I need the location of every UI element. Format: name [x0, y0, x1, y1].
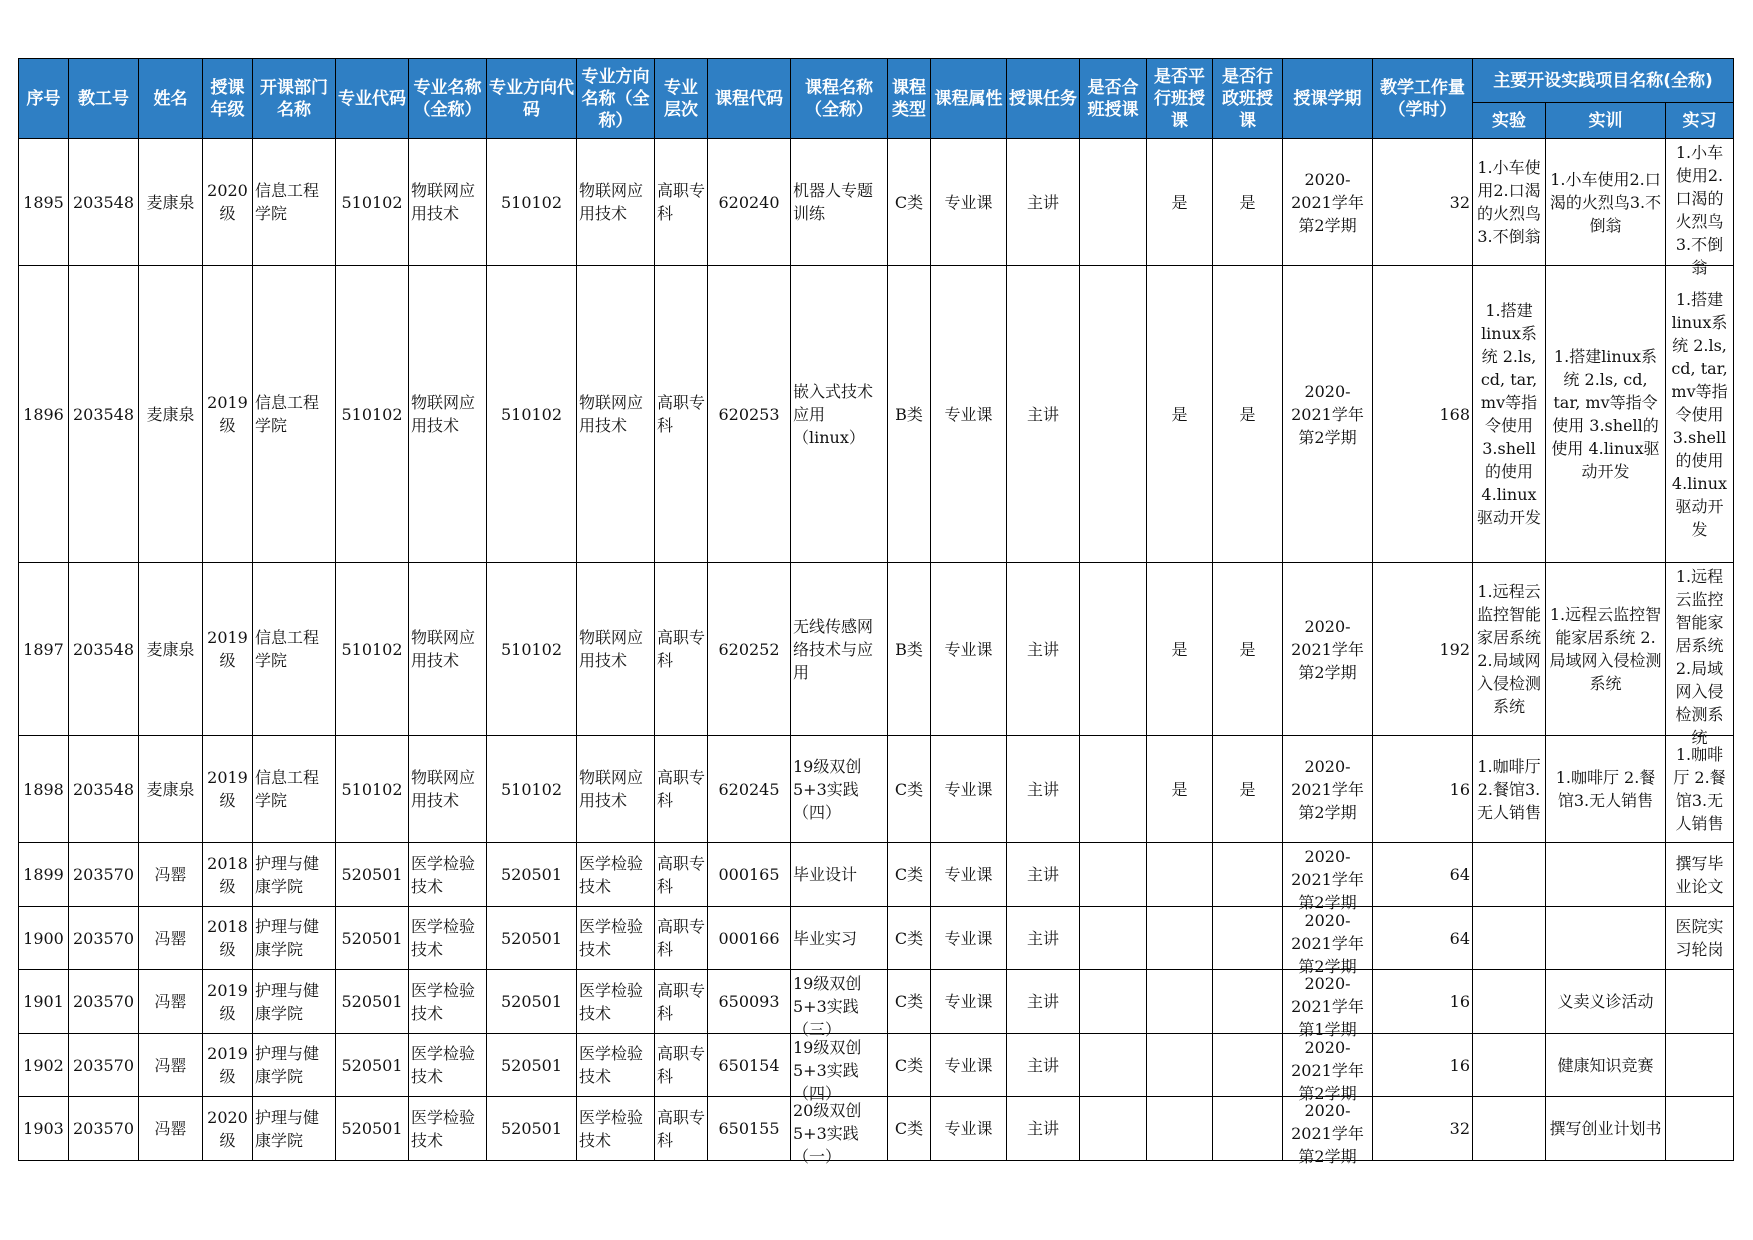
- cell-training: 1.咖啡厅 2.餐馆3.无人销售: [1546, 736, 1666, 843]
- cell-term: 2020-2021学年第2学期: [1283, 843, 1373, 907]
- cell-staff-id: 203570: [69, 1097, 139, 1161]
- table-body: [19, 139, 1734, 1166]
- cell-course-type: B类: [888, 266, 931, 563]
- cell-staff-id: 203548: [69, 736, 139, 843]
- cell-dept: 信息工程学院: [253, 266, 336, 563]
- cell-course-name: 19级双创5+3实践（三）: [791, 970, 888, 1034]
- cell-major-name: 医学检验技术: [409, 843, 487, 907]
- header-parallel: 是否平行班授课: [1147, 59, 1213, 139]
- header-admin: 是否行政班授课: [1213, 59, 1283, 139]
- cell-name: 冯罂: [139, 1034, 203, 1097]
- table-row: [19, 736, 1734, 843]
- cell-name: 冯罂: [139, 907, 203, 970]
- cell-course-attr: 专业课: [931, 266, 1007, 563]
- cell-admin: 是: [1213, 139, 1283, 266]
- cell-admin: 是: [1213, 266, 1283, 563]
- cell-task: 主讲: [1007, 736, 1080, 843]
- cell-major-name: 医学检验技术: [409, 970, 487, 1034]
- cell-level: 高职专科: [655, 563, 708, 736]
- cell-grade: 2020级: [203, 139, 253, 266]
- cell-major-name: 物联网应用技术: [409, 736, 487, 843]
- header-dir-code: 专业方向代码: [487, 59, 577, 139]
- cell-course-name: 毕业实习: [791, 907, 888, 970]
- cell-dir-name: 物联网应用技术: [577, 563, 655, 736]
- cell-seq: 1896: [19, 266, 69, 563]
- cell-seq: 1902: [19, 1034, 69, 1097]
- cell-dept: 信息工程学院: [253, 563, 336, 736]
- cell-task: 主讲: [1007, 563, 1080, 736]
- cell-internship: 1.咖啡厅 2.餐馆3.无人销售: [1666, 736, 1734, 843]
- cell-dept: 信息工程学院: [253, 139, 336, 266]
- cell-name: 冯罂: [139, 1097, 203, 1161]
- cell-staff-id: 203570: [69, 843, 139, 907]
- cell-dir-name: 物联网应用技术: [577, 736, 655, 843]
- cell-dir-code: 520501: [487, 907, 577, 970]
- cell-experiment: [1473, 1097, 1546, 1161]
- cell-major-code: 510102: [336, 563, 409, 736]
- cell-dir-code: 510102: [487, 266, 577, 563]
- cell-admin: [1213, 843, 1283, 907]
- cell-parallel: 是: [1147, 736, 1213, 843]
- header-dept: 开课部门名称: [253, 59, 336, 139]
- cell-dir-name: 医学检验技术: [577, 970, 655, 1034]
- cell-major-code: 520501: [336, 907, 409, 970]
- header-major-name: 专业名称（全称）: [409, 59, 487, 139]
- cell-name: 冯罂: [139, 843, 203, 907]
- cell-name: 麦康泉: [139, 736, 203, 843]
- cell-major-name: 物联网应用技术: [409, 266, 487, 563]
- header-dir-name: 专业方向名称（全称）: [577, 59, 655, 139]
- cell-course-attr: 专业课: [931, 970, 1007, 1034]
- cell-training: 撰写创业计划书: [1546, 1097, 1666, 1161]
- cell-course-type: C类: [888, 736, 931, 843]
- cell-task: 主讲: [1007, 970, 1080, 1034]
- cell-course-name: 毕业设计: [791, 843, 888, 907]
- cell-internship: [1666, 1034, 1734, 1097]
- table-row: [19, 843, 1734, 907]
- cell-workload: 64: [1373, 843, 1473, 907]
- cell-dir-name: 医学检验技术: [577, 1034, 655, 1097]
- cell-grade: 2019级: [203, 970, 253, 1034]
- header-course-attr: 课程属性: [931, 59, 1007, 139]
- cell-course-code: 620240: [708, 139, 791, 266]
- cell-term: 2020-2021学年第2学期: [1283, 139, 1373, 266]
- cell-course-code: 650093: [708, 970, 791, 1034]
- cell-dir-code: 510102: [487, 139, 577, 266]
- cell-seq: 1895: [19, 139, 69, 266]
- cell-experiment: [1473, 1034, 1546, 1097]
- cell-course-name: 19级双创5+3实践（四）: [791, 1034, 888, 1097]
- cell-dir-code: 520501: [487, 1097, 577, 1161]
- cell-dir-code: 510102: [487, 563, 577, 736]
- cell-merged: [1080, 1034, 1147, 1097]
- cell-dir-name: 医学检验技术: [577, 907, 655, 970]
- cell-seq: 1897: [19, 563, 69, 736]
- cell-admin: 是: [1213, 736, 1283, 843]
- header-staff-id: 教工号: [69, 59, 139, 139]
- cell-level: 高职专科: [655, 139, 708, 266]
- header-internship: 实习: [1666, 103, 1734, 139]
- cell-parallel: 是: [1147, 266, 1213, 563]
- cell-name: 麦康泉: [139, 139, 203, 266]
- cell-merged: [1080, 139, 1147, 266]
- cell-internship: 1.远程云监控智能家居系统 2.局域网入侵检测系统: [1666, 563, 1734, 736]
- cell-experiment: [1473, 907, 1546, 970]
- header-name: 姓名: [139, 59, 203, 139]
- cell-seq: 1903: [19, 1097, 69, 1161]
- cell-term: 2020-2021学年第2学期: [1283, 907, 1373, 970]
- header-seq: 序号: [19, 59, 69, 139]
- cell-seq: 1898: [19, 736, 69, 843]
- cell-course-attr: 专业课: [931, 907, 1007, 970]
- cell-grade: 2019级: [203, 1034, 253, 1097]
- cell-internship: 医院实习轮岗: [1666, 907, 1734, 970]
- cell-merged: [1080, 907, 1147, 970]
- cell-task: 主讲: [1007, 843, 1080, 907]
- cell-major-code: 510102: [336, 736, 409, 843]
- cell-parallel: 是: [1147, 139, 1213, 266]
- cell-merged: [1080, 266, 1147, 563]
- cell-dept: 护理与健康学院: [253, 1097, 336, 1161]
- header-major-code: 专业代码: [336, 59, 409, 139]
- cell-major-code: 520501: [336, 1034, 409, 1097]
- cell-training: 健康知识竞赛: [1546, 1034, 1666, 1097]
- cell-course-attr: 专业课: [931, 1034, 1007, 1097]
- cell-course-type: C类: [888, 843, 931, 907]
- cell-term: 2020-2021学年第2学期: [1283, 563, 1373, 736]
- cell-training: 1.搭建linux系统 2.ls, cd, tar, mv等指令使用 3.shell的使用 4.linux驱动开发: [1546, 266, 1666, 563]
- cell-training: 1.小车使用2.口渴的火烈鸟3.不倒翁: [1546, 139, 1666, 266]
- cell-internship: 1.搭建linux系统 2.ls, cd, tar, mv等指令使用 3.shell的使用 4.linux驱动开发: [1666, 266, 1734, 563]
- header-level: 专业层次: [655, 59, 708, 139]
- header-experiment: 实验: [1473, 103, 1546, 139]
- table-row: [19, 970, 1734, 1034]
- cell-merged: [1080, 736, 1147, 843]
- table-row: [19, 139, 1734, 266]
- cell-dept: 护理与健康学院: [253, 907, 336, 970]
- header-training: 实训: [1546, 103, 1666, 139]
- cell-course-code: 000165: [708, 843, 791, 907]
- cell-level: 高职专科: [655, 970, 708, 1034]
- cell-dir-name: 物联网应用技术: [577, 266, 655, 563]
- cell-term: 2020-2021学年第1学期: [1283, 970, 1373, 1034]
- cell-training: [1546, 907, 1666, 970]
- table-row: [19, 266, 1734, 563]
- cell-level: 高职专科: [655, 266, 708, 563]
- cell-parallel: [1147, 843, 1213, 907]
- cell-course-attr: 专业课: [931, 563, 1007, 736]
- cell-internship: [1666, 1097, 1734, 1161]
- cell-staff-id: 203570: [69, 1034, 139, 1097]
- cell-course-type: C类: [888, 1097, 931, 1161]
- cell-course-name: 机器人专题训练: [791, 139, 888, 266]
- cell-parallel: [1147, 907, 1213, 970]
- cell-workload: 64: [1373, 907, 1473, 970]
- cell-staff-id: 203548: [69, 563, 139, 736]
- cell-workload: 16: [1373, 1034, 1473, 1097]
- cell-course-code: 620245: [708, 736, 791, 843]
- cell-major-code: 520501: [336, 843, 409, 907]
- cell-seq: 1901: [19, 970, 69, 1034]
- cell-course-code: 650154: [708, 1034, 791, 1097]
- cell-parallel: [1147, 970, 1213, 1034]
- cell-name: 麦康泉: [139, 266, 203, 563]
- cell-course-type: B类: [888, 563, 931, 736]
- cell-experiment: 1.远程云监控智能家居系统 2.局域网入侵检测系统: [1473, 563, 1546, 736]
- cell-parallel: 是: [1147, 563, 1213, 736]
- cell-task: 主讲: [1007, 1097, 1080, 1161]
- header-task: 授课任务: [1007, 59, 1080, 139]
- cell-term: 2020-2021学年第2学期: [1283, 736, 1373, 843]
- cell-major-name: 医学检验技术: [409, 907, 487, 970]
- cell-admin: [1213, 907, 1283, 970]
- cell-name: 麦康泉: [139, 563, 203, 736]
- cell-major-name: 医学检验技术: [409, 1034, 487, 1097]
- cell-dir-name: 医学检验技术: [577, 1097, 655, 1161]
- cell-parallel: [1147, 1034, 1213, 1097]
- cell-dir-code: 520501: [487, 970, 577, 1034]
- cell-seq: 1899: [19, 843, 69, 907]
- cell-course-code: 000166: [708, 907, 791, 970]
- cell-course-name: 19级双创5+3实践（四）: [791, 736, 888, 843]
- cell-staff-id: 203570: [69, 907, 139, 970]
- cell-major-name: 物联网应用技术: [409, 139, 487, 266]
- cell-merged: [1080, 1097, 1147, 1161]
- cell-workload: 16: [1373, 970, 1473, 1034]
- cell-workload: 16: [1373, 736, 1473, 843]
- cell-major-code: 520501: [336, 970, 409, 1034]
- cell-dir-name: 医学检验技术: [577, 843, 655, 907]
- cell-course-name: 20级双创5+3实践（一）: [791, 1097, 888, 1161]
- cell-workload: 168: [1373, 266, 1473, 563]
- header-course-name: 课程名称（全称）: [791, 59, 888, 139]
- cell-course-type: C类: [888, 970, 931, 1034]
- cell-admin: [1213, 970, 1283, 1034]
- cell-dept: 护理与健康学院: [253, 970, 336, 1034]
- cell-workload: 32: [1373, 139, 1473, 266]
- cell-merged: [1080, 970, 1147, 1034]
- cell-task: 主讲: [1007, 139, 1080, 266]
- cell-course-attr: 专业课: [931, 1097, 1007, 1161]
- cell-level: 高职专科: [655, 736, 708, 843]
- cell-admin: 是: [1213, 563, 1283, 736]
- table-row: [19, 1097, 1734, 1161]
- cell-course-attr: 专业课: [931, 843, 1007, 907]
- cell-dept: 护理与健康学院: [253, 843, 336, 907]
- header-practice-group: 主要开设实践项目名称(全称): [1473, 59, 1734, 103]
- cell-task: 主讲: [1007, 266, 1080, 563]
- cell-grade: 2020级: [203, 1097, 253, 1161]
- cell-task: 主讲: [1007, 1034, 1080, 1097]
- cell-dept: 信息工程学院: [253, 736, 336, 843]
- cell-term: 2020-2021学年第2学期: [1283, 1034, 1373, 1097]
- cell-dir-name: 物联网应用技术: [577, 139, 655, 266]
- header-workload: 教学工作量（学时）: [1373, 59, 1473, 139]
- cell-task: 主讲: [1007, 907, 1080, 970]
- cell-internship: 撰写毕业论文: [1666, 843, 1734, 907]
- cell-training: [1546, 843, 1666, 907]
- cell-level: 高职专科: [655, 843, 708, 907]
- cell-internship: [1666, 970, 1734, 1034]
- cell-workload: 32: [1373, 1097, 1473, 1161]
- cell-seq: 1900: [19, 907, 69, 970]
- course-table: [18, 58, 1734, 1166]
- cell-major-name: 物联网应用技术: [409, 563, 487, 736]
- cell-grade: 2019级: [203, 563, 253, 736]
- cell-level: 高职专科: [655, 907, 708, 970]
- cell-grade: 2018级: [203, 907, 253, 970]
- cell-grade: 2019级: [203, 736, 253, 843]
- cell-training: 义卖义诊活动: [1546, 970, 1666, 1034]
- header-merged: 是否合班授课: [1080, 59, 1147, 139]
- cell-parallel: [1147, 1097, 1213, 1161]
- cell-course-name: 嵌入式技术应用（linux）: [791, 266, 888, 563]
- cell-workload: 192: [1373, 563, 1473, 736]
- cell-dir-code: 510102: [487, 736, 577, 843]
- cell-dir-code: 520501: [487, 843, 577, 907]
- header-term: 授课学期: [1283, 59, 1373, 139]
- header-course-type: 课程类型: [888, 59, 931, 139]
- cell-major-code: 510102: [336, 266, 409, 563]
- cell-course-attr: 专业课: [931, 736, 1007, 843]
- cell-course-name: 无线传感网络技术与应用: [791, 563, 888, 736]
- cell-course-code: 620253: [708, 266, 791, 563]
- header-grade: 授课年级: [203, 59, 253, 139]
- cell-internship: 1.小车使用2.口渴的火烈鸟3.不倒翁: [1666, 139, 1734, 266]
- cell-experiment: [1473, 970, 1546, 1034]
- cell-training: 1.远程云监控智能家居系统 2.局域网入侵检测系统: [1546, 563, 1666, 736]
- cell-admin: [1213, 1034, 1283, 1097]
- cell-experiment: 1.咖啡厅 2.餐馆3.无人销售: [1473, 736, 1546, 843]
- cell-course-attr: 专业课: [931, 139, 1007, 266]
- cell-name: 冯罂: [139, 970, 203, 1034]
- table-row: [19, 907, 1734, 970]
- cell-course-type: C类: [888, 907, 931, 970]
- cell-admin: [1213, 1097, 1283, 1161]
- cell-grade: 2018级: [203, 843, 253, 907]
- cell-course-code: 650155: [708, 1097, 791, 1161]
- cell-merged: [1080, 563, 1147, 736]
- cell-grade: 2019级: [203, 266, 253, 563]
- cell-term: 2020-2021学年第2学期: [1283, 266, 1373, 563]
- cell-major-code: 520501: [336, 1097, 409, 1161]
- cell-level: 高职专科: [655, 1034, 708, 1097]
- table-row: [19, 1034, 1734, 1097]
- cell-course-type: C类: [888, 139, 931, 266]
- cell-dir-code: 520501: [487, 1034, 577, 1097]
- cell-staff-id: 203548: [69, 139, 139, 266]
- cell-term: 2020-2021学年第2学期: [1283, 1097, 1373, 1161]
- cell-staff-id: 203548: [69, 266, 139, 563]
- table-row: [19, 563, 1734, 736]
- cell-level: 高职专科: [655, 1097, 708, 1161]
- cell-major-code: 510102: [336, 139, 409, 266]
- cell-major-name: 医学检验技术: [409, 1097, 487, 1161]
- header-course-code: 课程代码: [708, 59, 791, 139]
- cell-experiment: 1.小车使用2.口渴的火烈鸟3.不倒翁: [1473, 139, 1546, 266]
- cell-experiment: [1473, 843, 1546, 907]
- cell-staff-id: 203570: [69, 970, 139, 1034]
- cell-course-code: 620252: [708, 563, 791, 736]
- cell-experiment: 1.搭建linux系统 2.ls, cd, tar, mv等指令使用 3.shell的使用 4.linux驱动开发: [1473, 266, 1546, 563]
- cell-course-type: C类: [888, 1034, 931, 1097]
- cell-merged: [1080, 843, 1147, 907]
- cell-dept: 护理与健康学院: [253, 1034, 336, 1097]
